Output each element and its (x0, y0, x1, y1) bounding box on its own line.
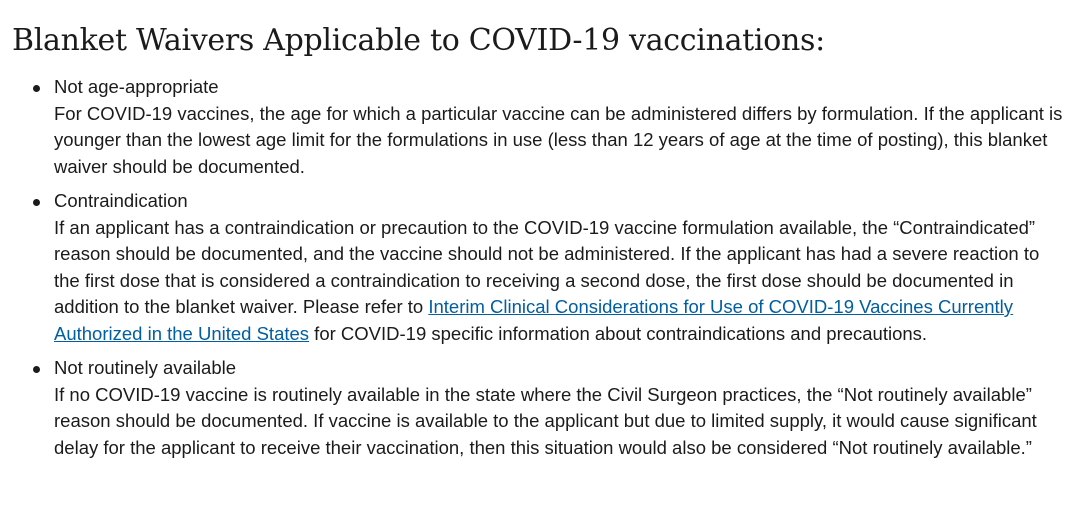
page-title: Blanket Waivers Applicable to COVID-19 vaccinations: (12, 23, 825, 58)
bullet-icon (33, 199, 40, 206)
waiver-list (0, 74, 1080, 469)
waiver-description-text-continued: for COVID-19 specific information about contraindications and precautions. (309, 322, 928, 344)
waiver-heading: Not routinely available (54, 357, 237, 378)
waiver-description-text: If an applicant has a contraindication or precaution to the COVID-19 vaccine formulation available, the “Contraindicated” reason should be documented, and the vaccine should not be administered. If the applicant has had a severe reaction to the first dose that is considered a contraindication to receiving a second dose, the first dose should be documented in addition to the blanket waiver. Please refer to (54, 216, 1040, 317)
waiver-heading: Not age-appropriate (54, 76, 219, 97)
waiver-heading: Contraindication (54, 190, 188, 211)
interim-clinical-considerations-link[interactable]: Interim Clinical Considerations for Use of COVID-19 Vaccines Currently Authorized in the United States (54, 296, 1014, 344)
waiver-item-contraindication (0, 188, 1080, 347)
bullet-icon (33, 85, 40, 92)
waiver-description (54, 215, 1068, 348)
bullet-icon (33, 366, 40, 373)
waiver-description: For COVID-19 vaccines, the age for which a particular vaccine can be administered differs by formulation. If the applicant is younger than the lowest age limit for the formulations in use (less than 12 years of age at the time of posting), this blanket waiver should be documented. (54, 102, 1063, 177)
waiver-item-not-age-appropriate (0, 74, 1080, 180)
waiver-item-not-routinely-available (0, 355, 1080, 461)
waiver-description: If no COVID-19 vaccine is routinely available in the state where the Civil Surgeon practices, the “Not routinely available” reason should be documented. If vaccine is available to the applicant but due to limited supply, it would cause significant delay for the applicant to receive their vaccination, then this situation would also be considered “Not routinely available.” (54, 383, 1037, 458)
